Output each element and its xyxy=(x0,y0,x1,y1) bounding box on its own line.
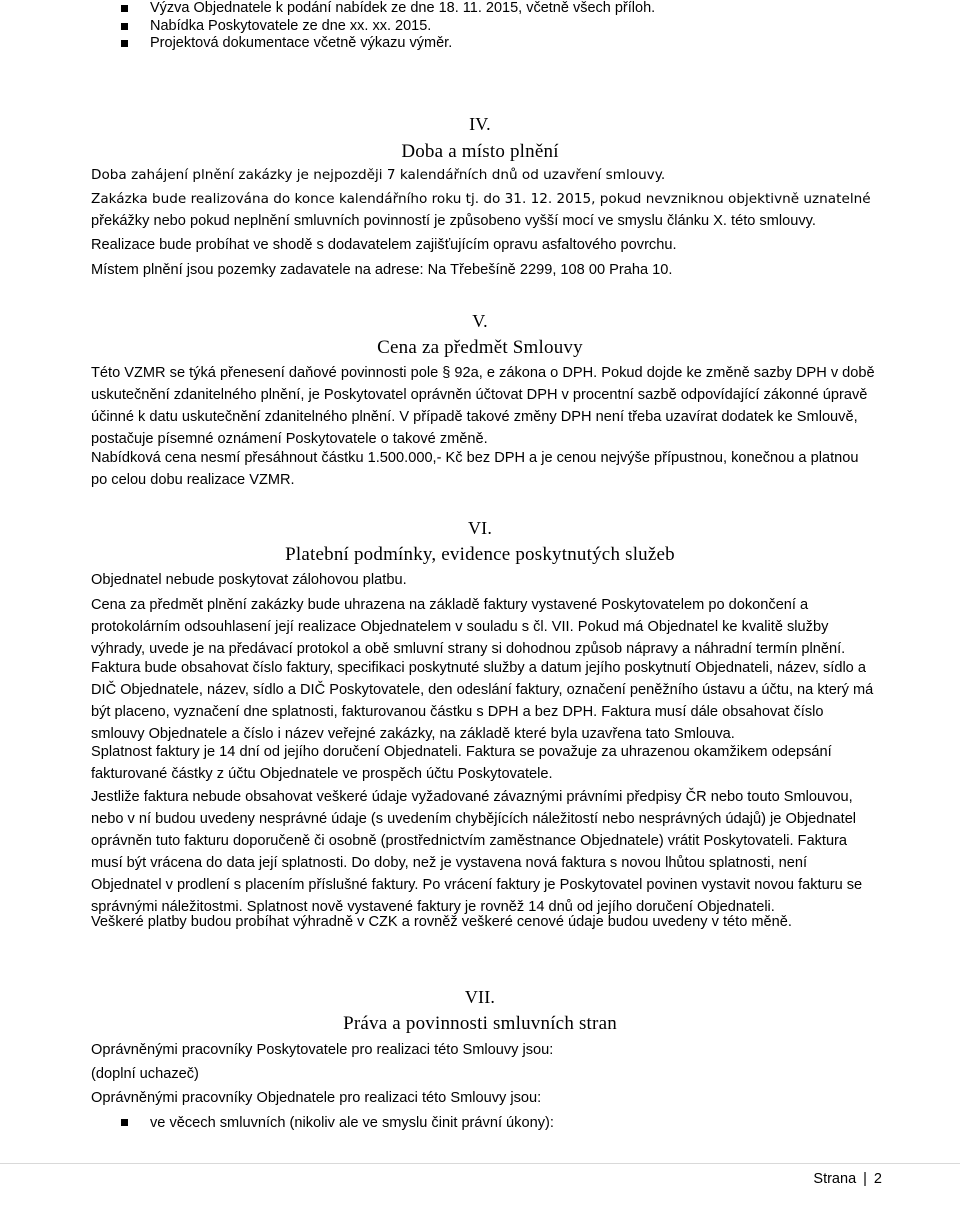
square-bullet-icon xyxy=(121,40,128,47)
section-number: VI. xyxy=(467,518,493,538)
paragraph: Veškeré platby budou probíhat výhradně v CZK a rovněž veškeré cenové údaje budou uvedeny v této měně. xyxy=(91,914,792,930)
list-item: Výzva Objednatele k podání nabídek ze dne 18. 11. 2015, včetně všech příloh. xyxy=(120,0,655,18)
paragraph: Oprávněnými pracovníky Poskytovatele pro realizaci této Smlouvy jsou: xyxy=(91,1042,554,1058)
list-item: Nabídka Poskytovatele ze dne xx. xx. 2015. xyxy=(120,18,655,36)
paragraph: Nabídková cena nesmí přesáhnout částku 1.500.000,- Kč bez DPH a je cenou nejvýše přípustnou, konečnou a platnou po celou dobu realizace VZMR. xyxy=(91,450,859,488)
paragraph: Místem plnění jsou pozemky zadavatele na adrese: Na Třebešíně 2299, 108 00 Praha 10. xyxy=(91,262,673,278)
paragraph: Faktura bude obsahovat číslo faktury, specifikaci poskytnuté služby a datum jejího poskytnutí Objednateli, název, sídlo a DIČ Objednatele, název, sídlo a DIČ Poskytovatele, den odeslání faktury, označení peněžního ústavu a účtu, na který má být placeno, vyznačení dne splatnosti, fakturovanou částku s DPH a bez DPH. Faktura musí dále obsahovat číslo smlouvy Objednatele a číslo i název veřejné zakázky, na základě které byla uzavřena tato Smlouva. xyxy=(91,660,874,742)
paragraph: Této VZMR se týká přenesení daňové povinnosti pole § 92a, e zákona o DPH. Pokud dojde ke změně sazby DPH v době uskutečnění zdanitelného plnění, je Poskytovatel oprávněn účtovat DPH v procentní sazbě odpovídající zákonné úpravě účinné k datu uskutečnění zdanitelného plnění. V případě takové změny DPH není třeba uzavírat dodatek ke Smlouvě, postačuje písemné oznámení Poskytovatele o takové změně. xyxy=(91,365,875,447)
paragraph: Objednatel nebude poskytovat zálohovou platbu. xyxy=(91,572,407,588)
square-bullet-icon xyxy=(121,1119,128,1126)
paragraph: Jestliže faktura nebude obsahovat veškeré údaje vyžadované závaznými právními předpisy ČR nebo touto Smlouvou, nebo v ní budou uvedeny nesprávné údaje (s uvedením chybějících náležitostí nebo nesprávných údajů) je Objednatel oprávněn tuto fakturu doporučeně či osobně (prostřednictvím zaměstnance Objednatele) vrátit Poskytovateli. Faktura musí být vrácena do data její splatnosti. Do doby, než je vystavena nová faktura s novou lhůtou splatnosti, není Objednatel v prodlení s placením příslušné faktury. Po vrácení faktury je Poskytovatel povinen vystavit novou fakturu se správnými náležitostmi. Splatnost nově vystavené faktury je rovněž 14 dnů od jejího doručení Objednateli. xyxy=(91,789,863,915)
paragraph: Zakázka bude realizována do konce kalendářního roku tj. do 31. 12. 2015, pokud nevzniknou objektivně uznatelné xyxy=(91,191,871,207)
paragraph: Cena za předmět plnění zakázky bude uhrazena na základě faktury vystavené Poskytovatelem po dokončení a protokolárním odsouhlasení její realizace Objednatelem v souladu s čl. VII. Pokud má Objednatel ke kvalitě služby výhrady, uvede je na předávací protokol a obě smluvní strany si dohodnou způsob nápravy a náhradní termín plnění. xyxy=(91,597,846,657)
section-title: Doba a místo plnění xyxy=(401,141,559,162)
section-number: VII. xyxy=(464,987,496,1007)
paragraph: Oprávněnými pracovníky Objednatele pro realizaci této Smlouvy jsou: xyxy=(91,1090,542,1106)
footer-separator: | xyxy=(863,1171,867,1187)
section-title: Cena za předmět Smlouvy xyxy=(377,337,583,358)
responsibilities-list xyxy=(120,1112,554,1134)
footer-divider xyxy=(0,1163,960,1164)
paragraph: Realizace bude probíhat ve shodě s dodavatelem zajišťujícím opravu asfaltového povrchu. xyxy=(91,237,677,253)
section-title: Práva a povinnosti smluvních stran xyxy=(343,1013,617,1034)
list-item: ve věcech smluvních (nikoliv ale ve smyslu činit právní úkony): xyxy=(120,1112,554,1134)
paragraph: Splatnost faktury je 14 dní od jejího doručení Objednateli. Faktura se považuje za uhrazenou okamžikem odepsání fakturované částky z účtu Objednatele ve prospěch účtu Poskytovatele. xyxy=(91,744,832,782)
page-footer xyxy=(813,1168,882,1190)
page-number: 2 xyxy=(873,1171,882,1187)
paragraph: Doba zahájení plnění zakázky je nejpozději 7 kalendářních dnů od uzavření smlouvy. xyxy=(91,167,666,183)
page-label: Strana xyxy=(813,1171,857,1187)
attachments-list xyxy=(120,0,655,53)
section-number: IV. xyxy=(469,114,491,134)
list-item: Projektová dokumentace včetně výkazu výměr. xyxy=(120,35,655,53)
paragraph: (doplní uchazeč) xyxy=(91,1066,199,1082)
section-number: V. xyxy=(472,311,488,331)
square-bullet-icon xyxy=(121,23,128,30)
paragraph: překážky nebo pokud neplnění smluvních povinností je způsobeno vyšší mocí ve smyslu článku X. této smlouvy. xyxy=(91,213,816,229)
square-bullet-icon xyxy=(121,5,128,12)
section-title: Platební podmínky, evidence poskytnutých služeb xyxy=(285,544,675,565)
